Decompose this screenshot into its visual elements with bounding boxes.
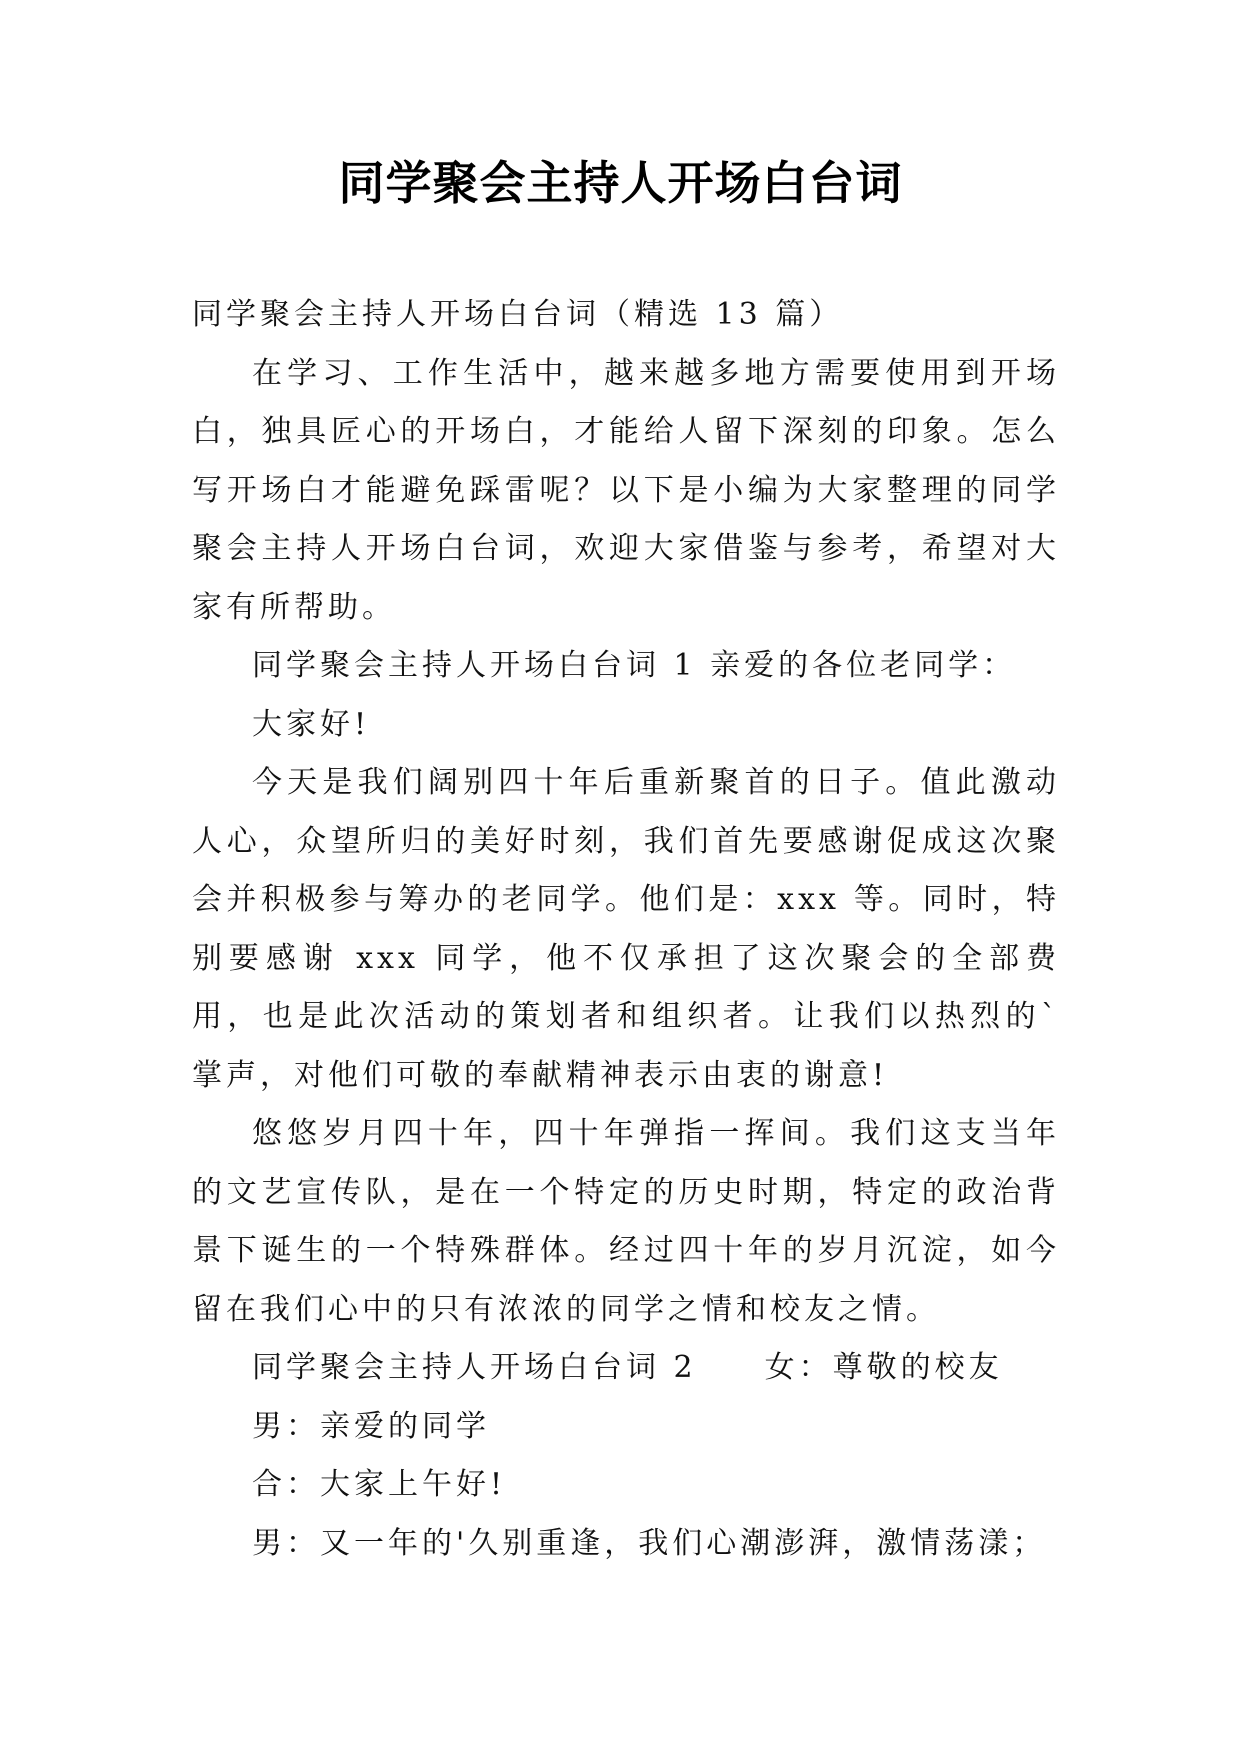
- dialogue-line: 男：亲爱的同学: [252, 1408, 490, 1444]
- intro-paragraph: 在学习、工作生活中，越来越多地方需要使用到开场白，独具匠心的开场白，才能给人留下深刻的印象。怎么写开场白才能避免踩雷呢？以下是小编为大家整理的同学聚会主持人开场白台词，欢迎大家借鉴与参考，希望对大家有所帮助。: [192, 355, 1060, 625]
- dialogue-line: 合：大家上午好!: [252, 1467, 507, 1502]
- speech-2-heading: 同学聚会主持人开场白台词 2 女：尊敬的校友: [252, 1350, 1003, 1385]
- speech-1-heading: 同学聚会主持人开场白台词 1 亲爱的各位老同学：: [252, 648, 1017, 683]
- dialogue-line: 男：又一年的'久别重逢，我们心潮澎湃，激情荡漾；: [252, 1525, 1047, 1561]
- body-paragraph: 今天是我们阔别四十年后重新聚首的日子。值此激动人心，众望所归的美好时刻，我们首先要感谢促成这次聚会并积极参与筹办的老同学。他们是：xxx 等。同时，特别要感谢 xxx 同学，他不仅承担了这次聚会的全部费用，也是此次活动的策划者和组织者。让我们以热烈的`掌声，对他们可敬的奉献精神表示由衷的谢意!: [192, 765, 1060, 1093]
- document-subtitle: 同学聚会主持人开场白台词（精选 13 篇）: [192, 297, 844, 332]
- body-paragraph: 悠悠岁月四十年，四十年弹指一挥间。我们这支当年的文艺宣传队，是在一个特定的历史时期，特定的政治背景下诞生的一个特殊群体。经过四十年的岁月沉淀，如今留在我们心中的只有浓浓的同学之情和校友之情。: [192, 1116, 1060, 1327]
- greeting-line: 大家好!: [252, 706, 371, 742]
- document-title: 同学聚会主持人开场白台词: [338, 156, 903, 210]
- document-body: [192, 286, 1060, 1573]
